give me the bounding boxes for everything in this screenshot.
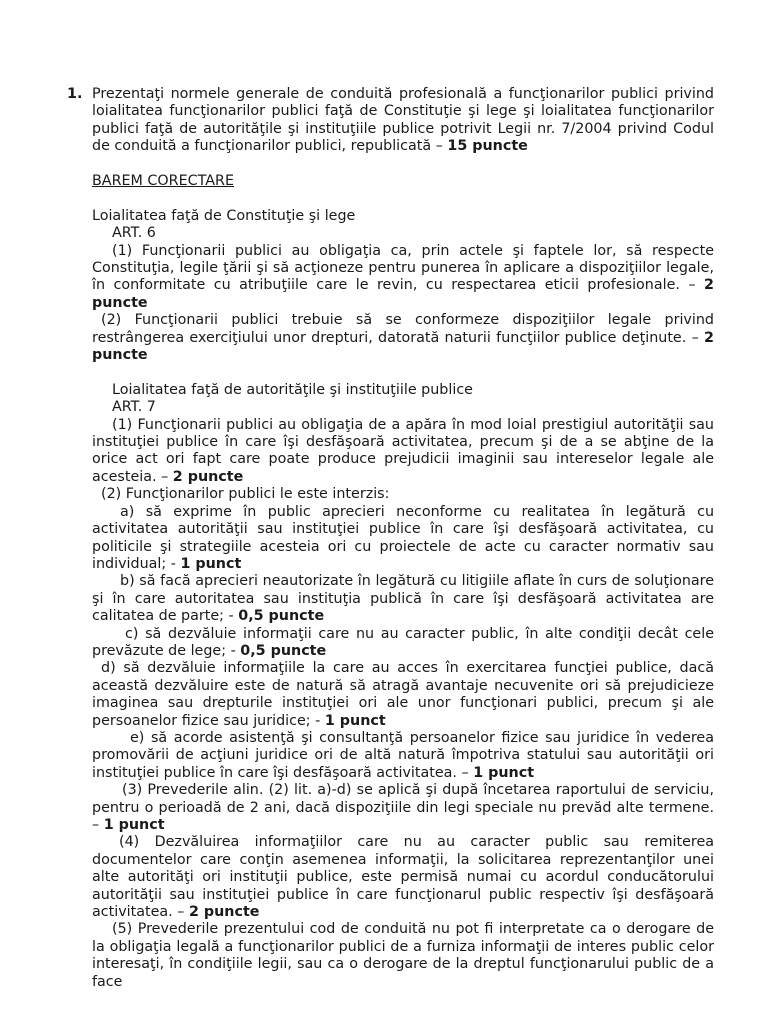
document-page <box>0 86 768 991</box>
section2-d-points: 1 punct <box>324 712 386 729</box>
section1-heading: Loialitatea faţă de Constituţie şi lege <box>92 207 356 224</box>
section2-paragraph-1: (1) Funcţionarii publici au obligaţia de a apăra în mod loial prestigiul autorităţii sau instituţiei publice în care îşi desfăşoară activitatea, precum şi de a se abţine de la orice act ori fapt care poate produce prejudicii imaginii sau intereselor legale ale acesteia. – 2 puncte <box>92 416 714 485</box>
section2-p1-points: 2 puncte <box>172 468 244 485</box>
section2-item-e: e) să acorde asistenţă şi consultanţă persoanelor fizice sau juridice în vederea promovării de acţiuni juridice ori de altă natură împotriva statului sau autorităţii ori instituţiei publice în care îşi desfăşoară activitatea. – 1 punct <box>92 729 714 781</box>
section2-a-points: 1 punct <box>180 555 242 572</box>
section2-b-points: 0,5 puncte <box>238 608 325 625</box>
section1-paragraph-1: (1) Funcţionarii publici au obligaţia ca, prin actele şi faptele lor, să respecte Constituţia, legile ţării şi să acţioneze pentru punerea în aplicare a dispoziţiilor legale, în conformitate cu atribuţiile care le revin, cu respectarea eticii profesionale. – 2 puncte <box>92 242 714 311</box>
section2-item-c: c) să dezvăluie informaţii care nu au caracter public, în alte condiţii decât cele prevăzute de lege; - 0,5 puncte <box>92 625 714 659</box>
section-loyalty-authorities <box>92 382 714 991</box>
section2-item-d: d) să dezvăluie informaţiile la care au acces în exercitarea funcţiei publice, dacă această dezvăluire este de natură să atragă avantaje necuvenite ori să prejudicieze imaginea sau drepturile instituţiei ori ale unor funcţionari publici, precum şi ale persoanelor fizice sau juridice; - 1 punct <box>92 660 714 729</box>
section2-paragraph-4: (4) Dezvăluirea informaţiilor care nu au caracter public sau remiterea documentelor care conţin asemenea informaţii, la solicitarea reprezentanţilor unei alte autorităţi ori instituţii publice, este permisă numai cu acordul conducătorului autorităţii sau instituţiei publice în care funcţionarul public respectiv îşi desfăşoară activitatea. – 2 puncte <box>92 834 714 921</box>
section2-p3-points: 1 punct <box>103 817 165 834</box>
section2-item-a: a) să exprime în public aprecieri neconforme cu realitatea în legătură cu activitatea autorităţii sau instituţiei publice în care îşi desfăşoară activitatea, cu politicile şi strategiile acesteia ori cu proiectele de acte cu caracter normativ sau individual; - 1 punct <box>92 503 714 572</box>
section1-paragraph-2: (2) Funcţionarii publici trebuie să se conformeze dispoziţiilor legale privind restrângerea exerciţiului unor drepturi, datorată naturii funcţiilor publice deţinute. – 2 puncte <box>92 312 714 364</box>
section2-paragraph-5: (5) Prevederile prezentului cod de conduită nu pot fi interpretate ca o derogare de la obligaţia legală a funcţionarilor publici de a furniza informaţii de interes public celor interesaţi, în condiţiile legii, sau ca o derogare de la dreptul funcţionarului public de a face <box>92 921 714 990</box>
question-1 <box>67 86 714 156</box>
section2-paragraph-2-intro: (2) Funcţionarilor publici le este interzis: <box>101 486 390 503</box>
question-points: 15 puncte <box>447 138 528 155</box>
section1-p2-points: 2 puncte <box>92 329 714 364</box>
barem-title: BAREM CORECTARE <box>92 173 234 190</box>
section2-item-b: b) să facă aprecieri neautorizate în legătură cu litigiile aflate în curs de soluţionare şi în care autoritatea sau instituţia publică în care îşi desfăşoară activitatea are calitatea de parte; - 0,5 puncte <box>92 573 714 625</box>
section2-e-points: 1 punct <box>473 764 535 781</box>
question-text: Prezentaţi normele generale de conduită profesională a funcţionarilor publici privind loialitatea funcţionarilor publici faţă de Constituţie şi lege şi loialitatea funcţionarilor publici faţă de autorităţile şi instituţiile publice potrivit Legii nr. 7/2004 privind Codul de conduită a funcţionarilor publici, republicată – <box>92 86 714 155</box>
section2-paragraph-3: (3) Prevederile alin. (2) lit. a)-d) se aplică şi după încetarea raportului de serviciu, pentru o perioadă de 2 ani, dacă dispoziţiile din legi speciale nu prevăd alte termene. – 1 punct <box>92 782 714 834</box>
barem-section <box>92 173 714 190</box>
section1-article: ART. 6 <box>112 225 156 242</box>
section1-p1-points: 2 puncte <box>92 277 714 311</box>
question-number: 1. <box>67 86 83 102</box>
section2-c-points: 0,5 puncte <box>240 642 327 659</box>
section-loyalty-constitution <box>92 208 714 365</box>
section2-p4-points: 2 puncte <box>188 904 260 921</box>
section2-heading: Loialitatea faţă de autorităţile şi instituţiile publice <box>112 381 473 398</box>
section2-article: ART. 7 <box>112 399 156 416</box>
